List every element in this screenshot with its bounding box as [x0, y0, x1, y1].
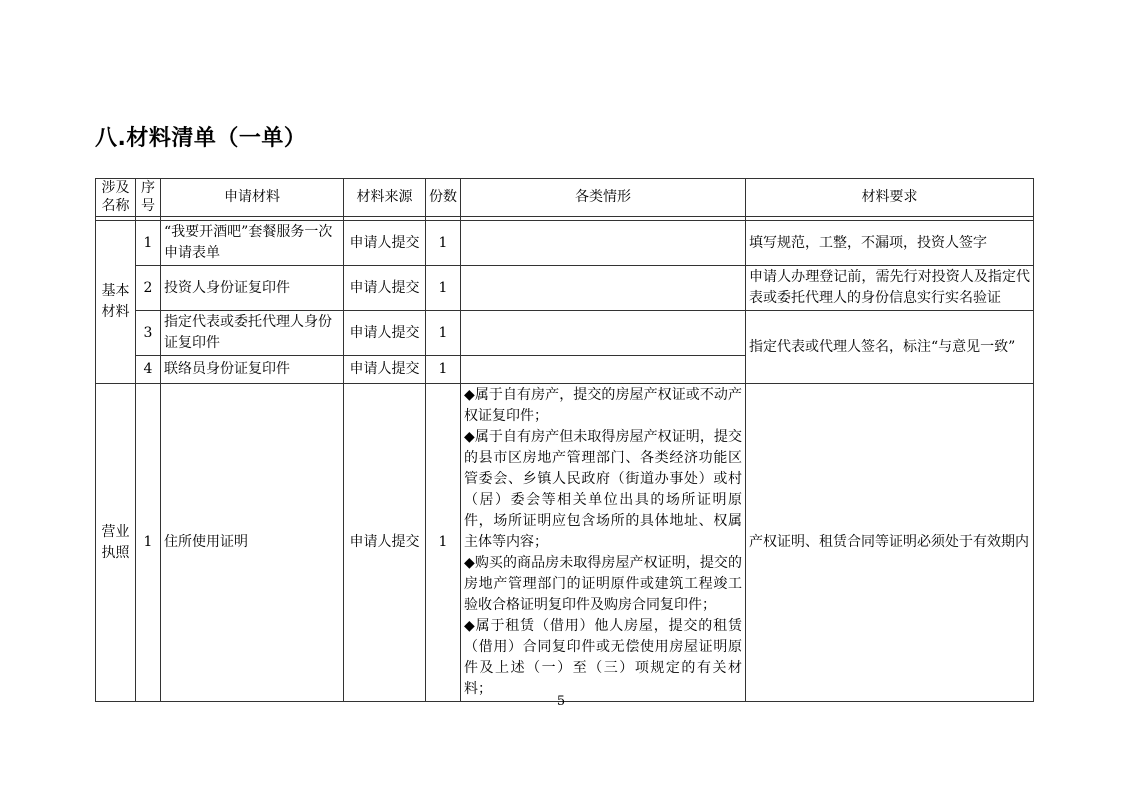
situation-item: ◆属于自有房产，提交的房屋产权证或不动产权证复印件； — [464, 387, 742, 424]
situation-item: ◆购买的商品房未取得房屋产权证明，提交的房地产管理部门的证明原件或建筑工程竣工验收合格证明复印件及购房合同复印件； — [464, 555, 742, 613]
cell-copies: 1 — [426, 266, 461, 311]
cell-material: “我要开酒吧”套餐服务一次申请表单 — [161, 221, 344, 266]
cell-situations — [461, 221, 746, 266]
col-header-requirements: 材料要求 — [746, 179, 1034, 217]
cell-situations — [461, 356, 746, 384]
cell-material: 投资人身份证复印件 — [161, 266, 344, 311]
cell-source: 申请人提交 — [344, 311, 426, 356]
cell-material: 住所使用证明 — [161, 384, 344, 702]
cell-requirements: 产权证明、租赁合同等证明必须处于有效期内 — [746, 384, 1034, 702]
cell-source: 申请人提交 — [344, 384, 426, 702]
cell-situations — [461, 311, 746, 356]
group-cell-basic-materials: 基本材料 — [96, 221, 136, 384]
table-header-row — [96, 179, 1034, 217]
situation-item: ◆属于租赁（借用）他人房屋，提交的租赁（借用）合同复印件或无偿使用房屋证明原件及上述（一）至（三）项规定的有关材料； — [464, 618, 742, 697]
cell-seq: 3 — [136, 311, 161, 356]
cell-material: 指定代表或委托代理人身份证复印件 — [161, 311, 344, 356]
col-header-copies: 份数 — [426, 179, 461, 217]
cell-source: 申请人提交 — [344, 356, 426, 384]
table-row — [96, 311, 1034, 356]
table-row — [96, 266, 1034, 311]
table-row — [96, 384, 1034, 702]
cell-requirements: 填写规范，工整，不漏项，投资人签字 — [746, 221, 1034, 266]
cell-requirements: 申请人办理登记前，需先行对投资人及指定代表或委托代理人的身份信息实行实名验证 — [746, 266, 1034, 311]
materials-table — [95, 178, 1034, 702]
cell-copies: 1 — [426, 356, 461, 384]
cell-source: 申请人提交 — [344, 266, 426, 311]
cell-seq: 2 — [136, 266, 161, 311]
cell-copies: 1 — [426, 311, 461, 356]
cell-seq: 4 — [136, 356, 161, 384]
page-number: 5 — [556, 694, 566, 709]
cell-seq: 1 — [136, 384, 161, 702]
cell-copies: 1 — [426, 384, 461, 702]
cell-situations — [461, 384, 746, 702]
cell-seq: 1 — [136, 221, 161, 266]
page-title: 八.材料清单（一单） — [95, 126, 307, 151]
col-header-seq: 序号 — [136, 179, 161, 217]
cell-copies: 1 — [426, 221, 461, 266]
group-cell-business-license: 营业执照 — [96, 384, 136, 702]
cell-requirements: 指定代表或代理人签名，标注“与意见一致” — [746, 311, 1034, 384]
col-header-material: 申请材料 — [161, 179, 344, 217]
cell-situations — [461, 266, 746, 311]
table-row — [96, 221, 1034, 266]
col-header-involved-name: 涉及名称 — [96, 179, 136, 217]
col-header-situations: 各类情形 — [461, 179, 746, 217]
cell-source: 申请人提交 — [344, 221, 426, 266]
cell-material: 联络员身份证复印件 — [161, 356, 344, 384]
col-header-source: 材料来源 — [344, 179, 426, 217]
situation-item: ◆属于自有房产但未取得房屋产权证明，提交的县市区房地产管理部门、各类经济功能区管委会、乡镇人民政府（街道办事处）或村（居）委会等相关单位出具的场所证明原件，场所证明应包含场所的具体地址、权属主体等内容； — [464, 429, 742, 550]
